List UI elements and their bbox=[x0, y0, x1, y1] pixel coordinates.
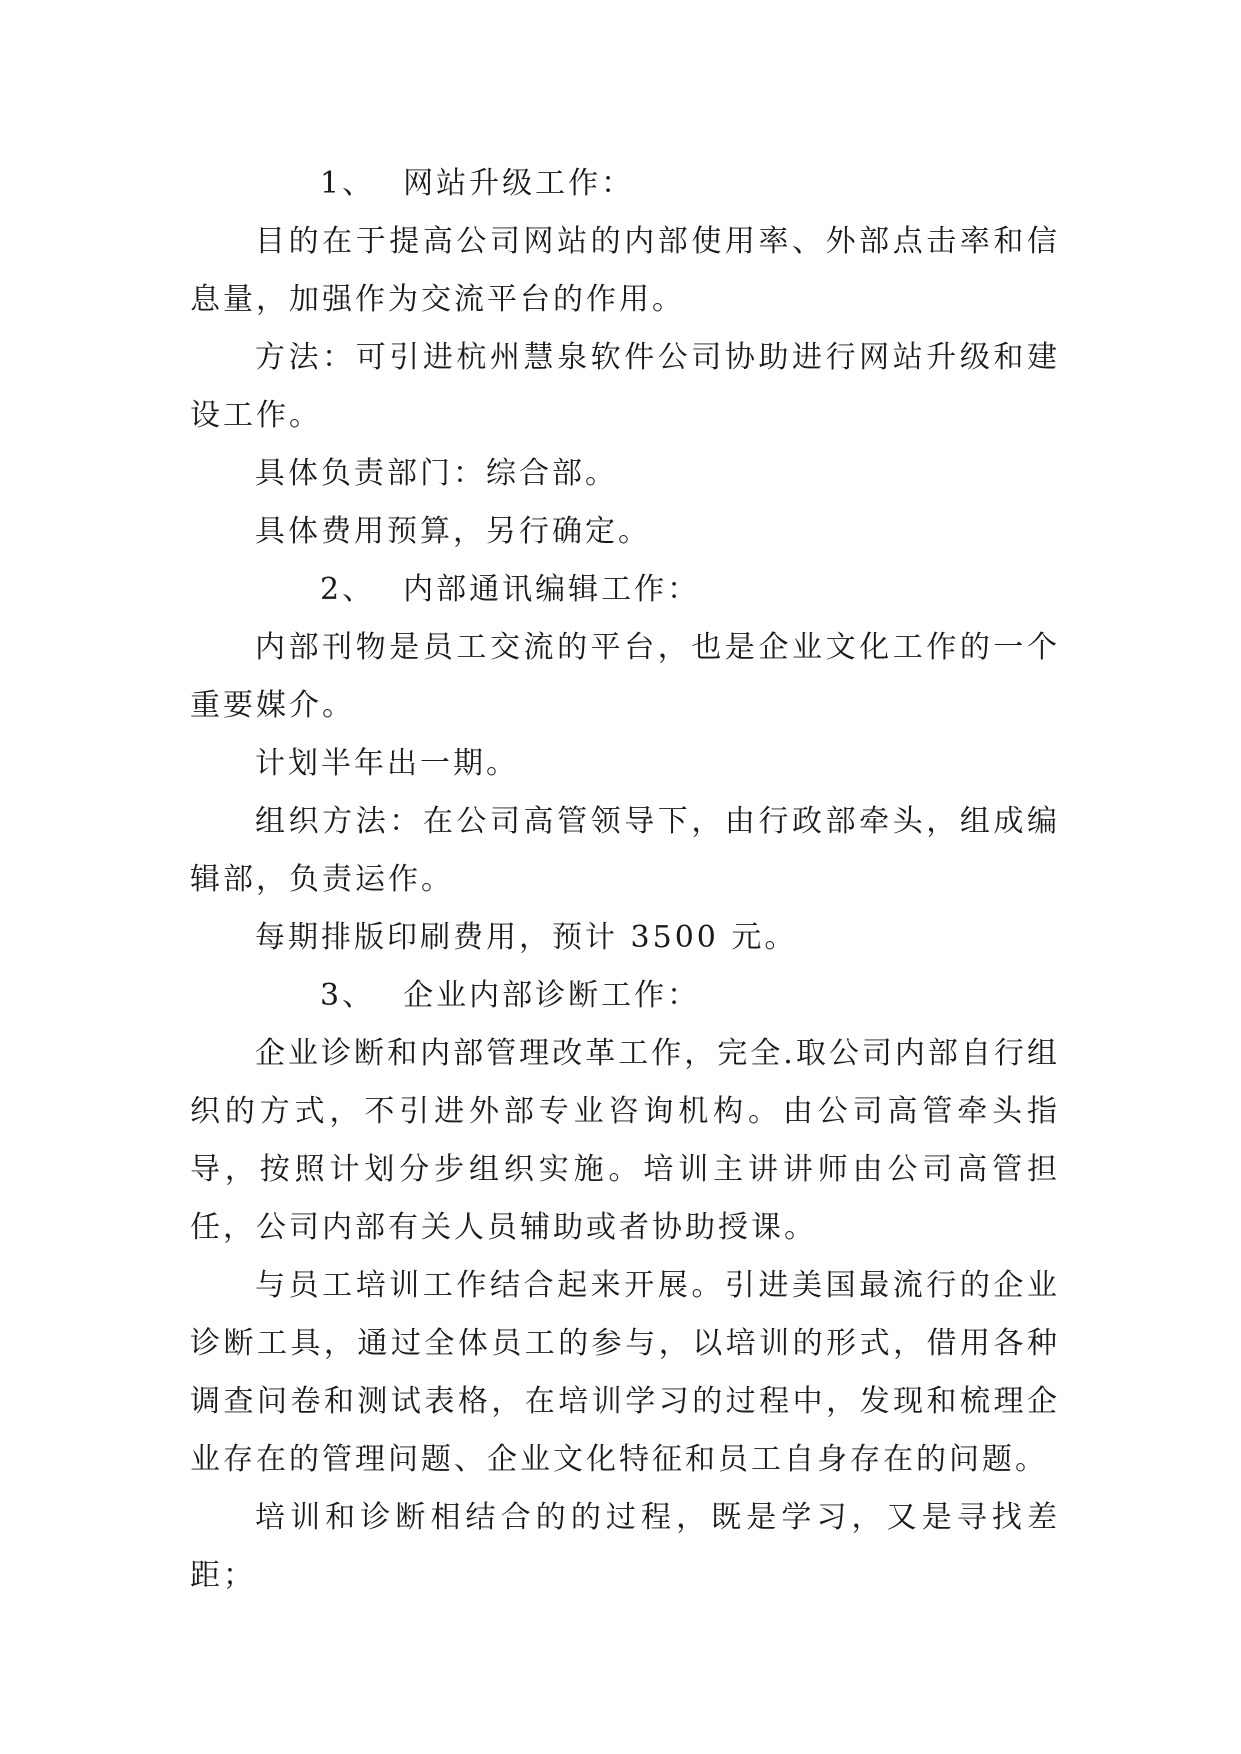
paragraph: 计划半年出一期。 bbox=[255, 746, 519, 781]
document-body bbox=[190, 155, 1060, 1605]
paragraph: 方法：可引进杭州慧泉软件公司协助进行网站升级和建设工作。 bbox=[190, 340, 1060, 433]
section-heading-3 bbox=[190, 967, 1060, 1025]
section-heading-2 bbox=[190, 561, 1060, 619]
section-title: 内部通讯编辑工作： bbox=[403, 572, 701, 607]
section-title: 网站升级工作： bbox=[403, 166, 635, 201]
paragraph: 企业诊断和内部管理改革工作，完全.取公司内部自行组织的方式，不引进外部专业咨询机构。由公司高管牵头指导，按照计划分步组织实施。培训主讲讲师由公司高管担任，公司内部有关人员辅助或者协助授课。 bbox=[190, 1036, 1060, 1245]
section-number: 3、 bbox=[320, 978, 376, 1013]
paragraph: 内部刊物是员工交流的平台，也是企业文化工作的一个重要媒介。 bbox=[190, 630, 1060, 723]
paragraph: 与员工培训工作结合起来开展。引进美国最流行的企业诊断工具，通过全体员工的参与，以培训的形式，借用各种调查问卷和测试表格，在培训学习的过程中，发现和梳理企业存在的管理问题、企业文化特征和员工自身存在的问题。 bbox=[190, 1268, 1060, 1477]
section-heading-1 bbox=[190, 155, 1060, 213]
section-number: 1、 bbox=[320, 166, 376, 201]
paragraph: 目的在于提高公司网站的内部使用率、外部点击率和信息量，加强作为交流平台的作用。 bbox=[190, 224, 1060, 317]
paragraph: 培训和诊断相结合的的过程，既是学习，又是寻找差距； bbox=[190, 1500, 1060, 1593]
section-title: 企业内部诊断工作： bbox=[403, 978, 701, 1013]
paragraph: 具体费用预算，另行确定。 bbox=[255, 514, 651, 549]
paragraph: 具体负责部门：综合部。 bbox=[255, 456, 618, 491]
paragraph: 每期排版印刷费用，预计 3500 元。 bbox=[255, 920, 798, 955]
paragraph: 组织方法：在公司高管领导下，由行政部牵头，组成编辑部，负责运作。 bbox=[190, 804, 1060, 897]
section-number: 2、 bbox=[320, 572, 376, 607]
